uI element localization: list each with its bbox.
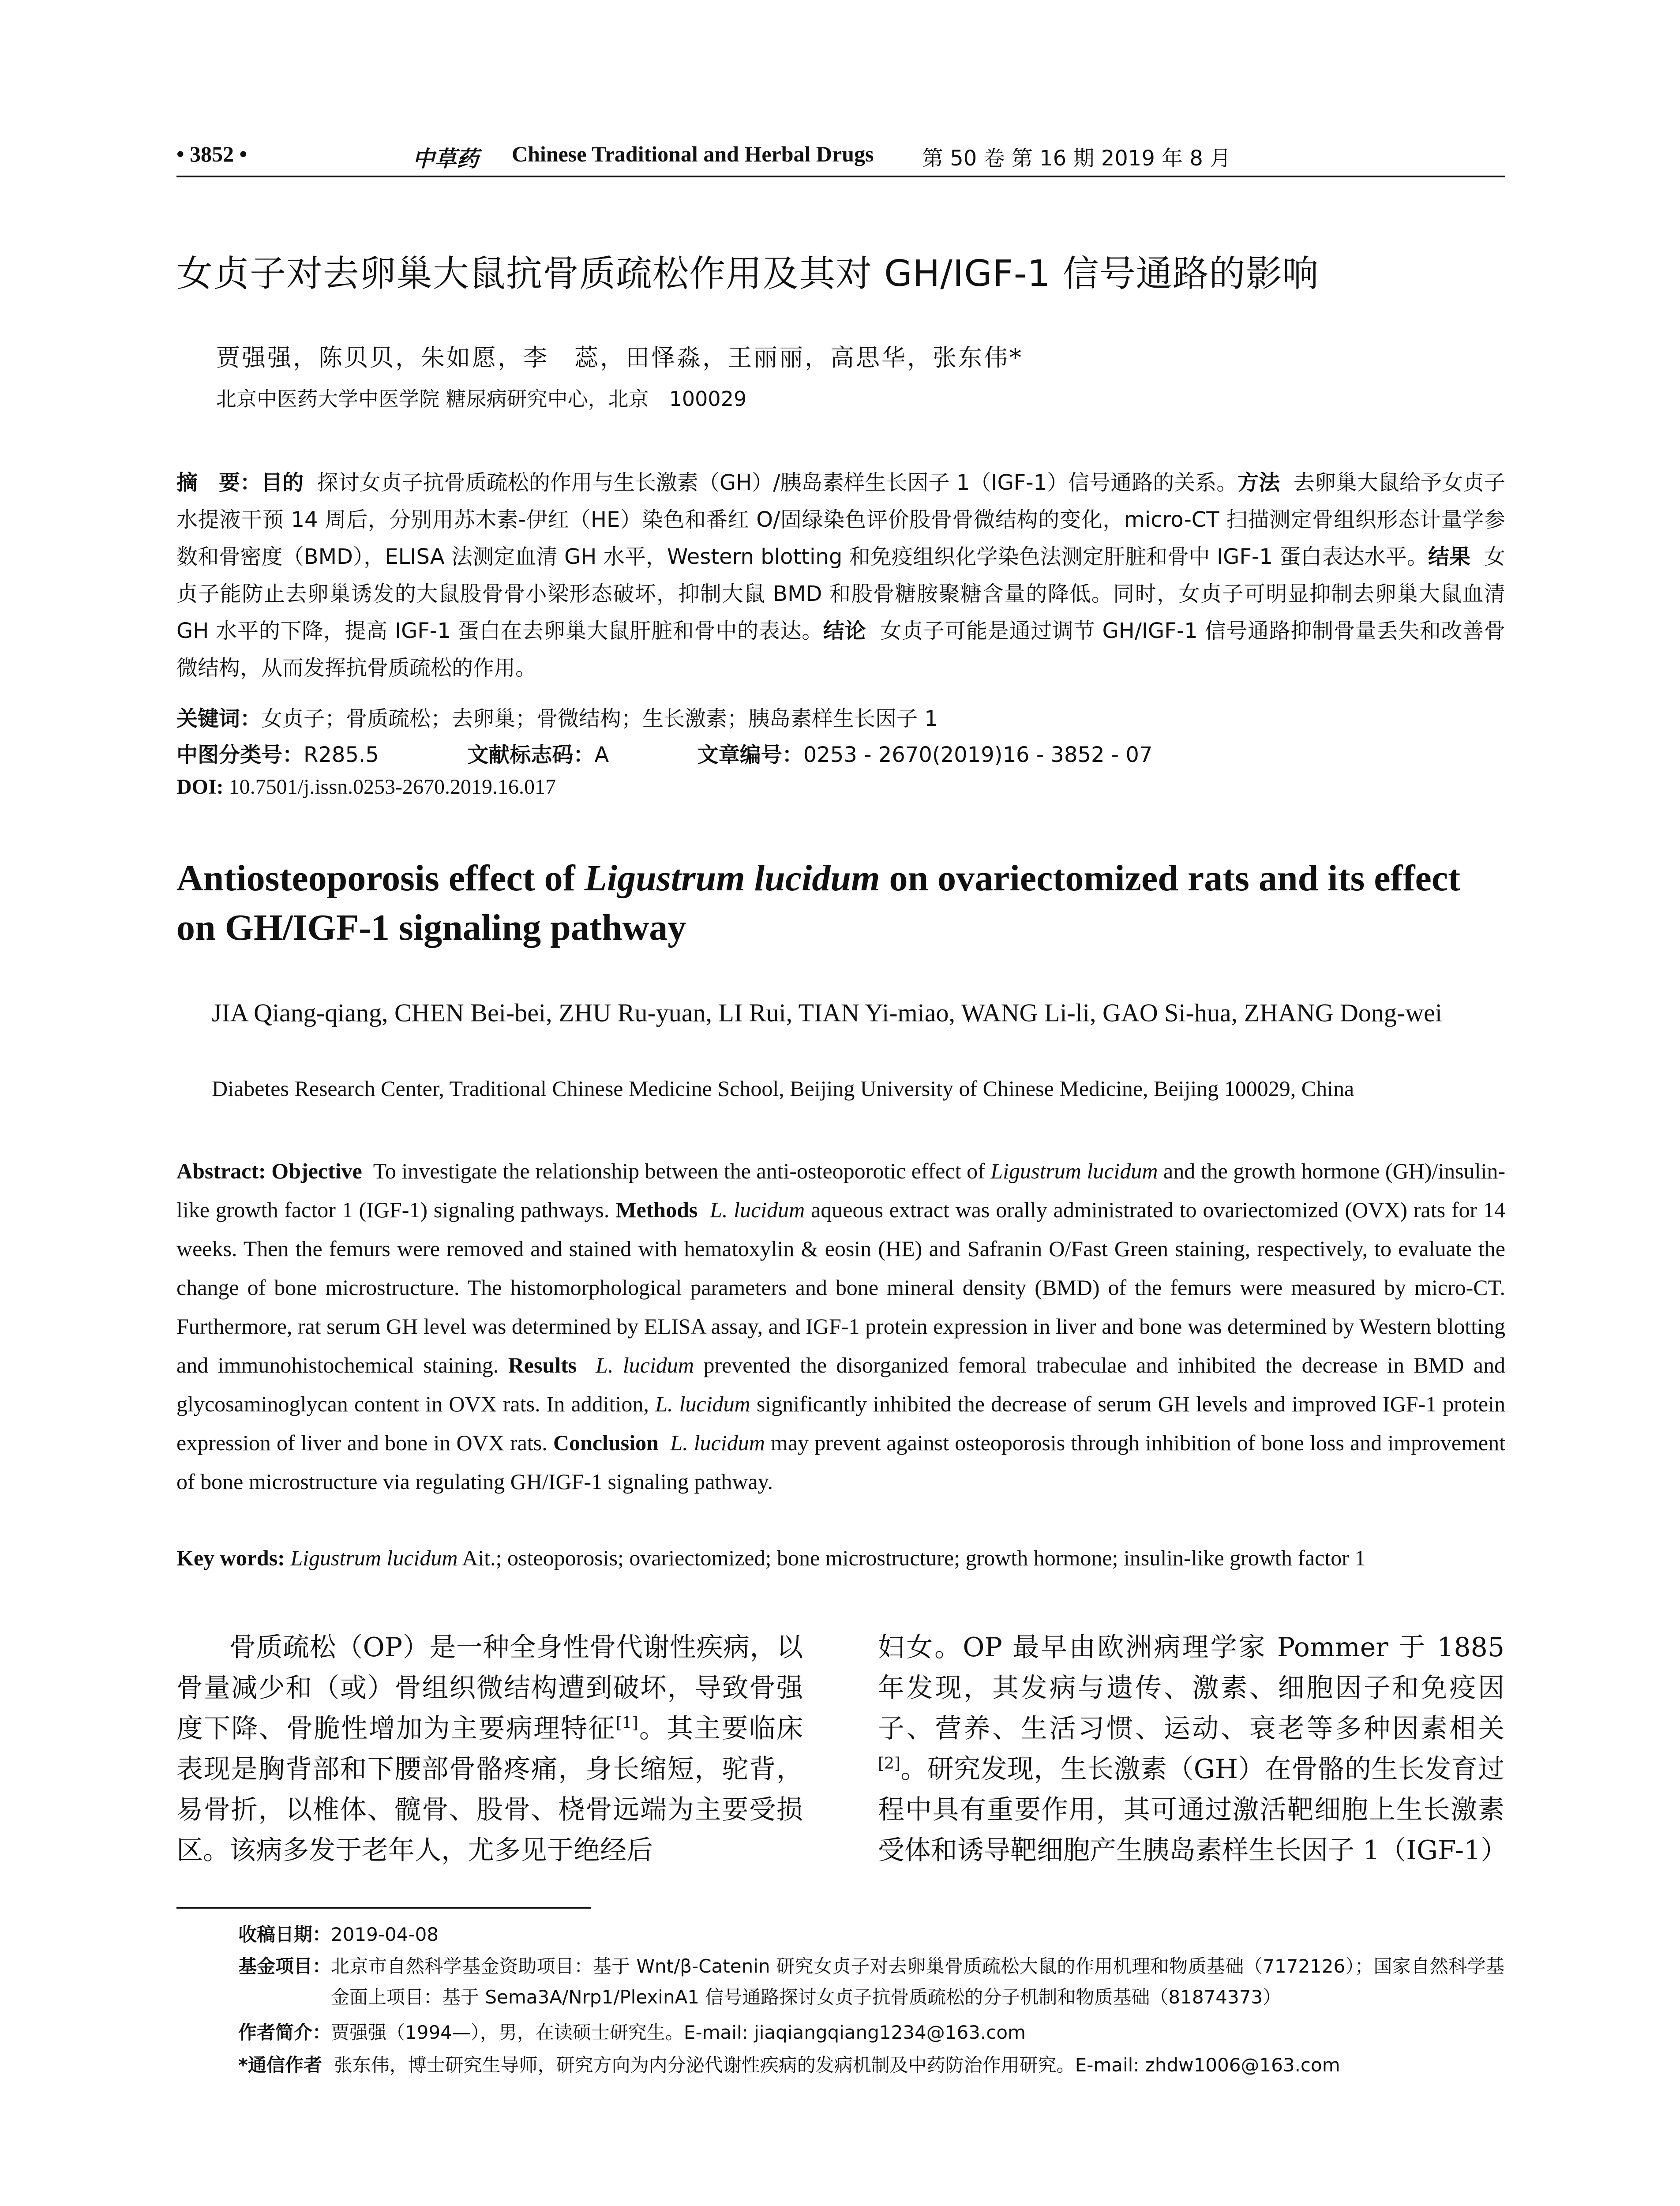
footnote-received (238, 1919, 439, 1950)
keywords-cn (176, 702, 938, 732)
conclusion-text-cn: 女贞子可能是通过调节 GH/IGF-1 信号通路抑制骨量丢失和改善骨微结构，从而发挥抗骨质疏松的作用。 (176, 619, 1505, 680)
keywords-text-en: Ait.; osteoporosis; ovariectomized; bone microstructure; growth hormone; insulin-like growth factor 1 (458, 1546, 1366, 1570)
abstract-label-en: Abstract: (176, 1159, 266, 1183)
affiliation-cn: 北京中医药大学中医学院 糖尿病研究中心，北京 100029 (216, 387, 747, 411)
results-text-en-a: prevented the disorganized femoral trabeculae and inhibited the decrease in BMD and glycosaminoglycan content in OVX rats. In addition, (176, 1353, 1505, 1416)
body-left-text-b: 。其主要临床表现是胸背部和下腰部骨骼疼痛，身长缩短，驼背，易骨折，以椎体、髋骨、股骨、桡骨远端为主要受损区。该病多发于老年人，尤多见于绝经后 (176, 1713, 803, 1866)
doc-code-label: 文献标志码： (467, 743, 595, 767)
objective-text-en-a: To investigate the relationship between the anti-osteoporotic effect of (373, 1159, 991, 1183)
journal-name-en: Chinese Traditional and Herbal Drugs (512, 142, 874, 166)
methods-text-en: aqueous extract was orally administrated to ovariectomized (OVX) rats for 14 weeks. Then the femurs were removed and stained with hematoxylin & eosin (HE) and Safranin O/Fast Green staining, respectively, to evaluate the change of bone microstructure. The histomorphological parameters and bone mineral density (BMD) of the femurs were measured by micro-CT. Furthermore, rat serum GH level was determined by ELISA assay, and IGF-1 protein expression in liver and bone was determined by Western blotting and immunohistochemical staining. (176, 1197, 1506, 1377)
header-rule (176, 176, 1505, 177)
objective-species-en: Ligustrum lucidum (990, 1159, 1158, 1183)
keywords-text-cn: 女贞子；骨质疏松；去卵巢；骨微结构；生长激素；胰岛素样生长因子 1 (261, 706, 938, 731)
article-number-value: 0253 - 2670(2019)16 - 3852 - 07 (803, 743, 1153, 767)
page-number: • 3852 • (176, 142, 248, 166)
fund-label: 基金项目： (238, 1955, 331, 1977)
methods-label-en: Methods (615, 1197, 698, 1222)
objective-label-cn: 目的 (261, 470, 304, 495)
objective-label-en: Objective (271, 1159, 362, 1183)
keywords-label-en: Key words: (176, 1546, 285, 1570)
methods-species-en: L. lucidum (710, 1197, 805, 1222)
authors-en: JIA Qiang-qiang, CHEN Bei-bei, ZHU Ru-yuan, LI Rui, TIAN Yi-miao, WANG Li-li, GAO Si-hua, ZHANG Dong-wei (212, 998, 1442, 1027)
received-label: 收稿日期： (238, 1924, 331, 1945)
footnote-rule (176, 1907, 591, 1909)
results-species-en-2: L. lucidum (655, 1392, 750, 1416)
methods-label-cn: 方法 (1238, 470, 1280, 495)
authors-cn: 贾强强，陈贝贝，朱如愿，李 蕊，田怿淼，王丽丽，高思华，张东伟* (216, 344, 1023, 371)
conclusion-species-en: L. lucidum (670, 1430, 765, 1455)
body-left-text-a: 骨质疏松（OP）是一种全身性骨代谢性疾病，以骨量减少和（或）骨组织微结构遭到破坏，导致骨强度下降、骨脆性增加为主要病理特征 (176, 1632, 803, 1744)
results-species-en: L. lucidum (596, 1353, 694, 1377)
methods-text-cn: 去卵巢大鼠给予女贞子水提液干预 14 周后，分别用苏木素-伊红（HE）染色和番红 O/固绿染色评价股骨骨微结构的变化，micro-CT 扫描测定骨组织形态计量学参数和骨密度（BMD），ELISA 法测定血清 GH 水平，Western blotting 和免疫组织化学染色法测定肝脏和骨中 IGF-1 蛋白表达水平。 (176, 470, 1505, 569)
class-label: 中图分类号： (176, 743, 304, 767)
fund-text: 北京市自然科学基金资助项目：基于 Wnt/β-Catenin 研究女贞子对去卵巢骨质疏松大鼠的作用机理和物质基础（7172126）；国家自然科学基金面上项目：基于 Sema3A/Nrp1/PlexinA1 信号通路探讨女贞子抗骨质疏松的分子机制和物质基础（81874373） (331, 1955, 1504, 2008)
journal-name-cn: 中草药 (412, 146, 479, 172)
doi-line (176, 775, 556, 799)
keywords-species-en: Ligustrum lucidum (290, 1546, 458, 1570)
received-date: 2019-04-08 (331, 1924, 439, 1945)
affiliation-en: Diabetes Research Center, Traditional Chinese Medicine School, Beijing University of Chinese Medicine, Beijing 100029, China (212, 1076, 1354, 1101)
class-value: R285.5 (304, 743, 379, 767)
abstract-label-cn: 摘 要： (176, 470, 262, 495)
results-text-cn: 女贞子能防止去卵巢诱发的大鼠股骨骨小梁形态破坏，抑制大鼠 BMD 和股骨糖胺聚糖含量的降低。同时，女贞子可明显抑制去卵巢大鼠血清 GH 水平的下降，提高 IGF-1 蛋白在去卵巢大鼠肝脏和骨中的表达。 (176, 544, 1505, 643)
results-label-cn: 结果 (1428, 544, 1471, 569)
conclusion-label-cn: 结论 (823, 619, 866, 643)
title-en-species: Ligustrum lucidum (584, 858, 880, 899)
objective-text-en-b: and the growth hormone (GH)/insulin-like growth factor 1 (IGF-1) signaling pathways. (176, 1159, 1506, 1222)
citation-1[interactable]: [1] (615, 1714, 638, 1732)
abstract-en (176, 1152, 1505, 1501)
results-text-en-b: significantly inhibited the decrease of serum GH levels and improved IGF-1 protein expression of liver and bone in OVX rats. (176, 1392, 1505, 1455)
author-label: 作者简介： (238, 2022, 331, 2043)
author-text: 贾强强（1994—），男，在读硕士研究生。E-mail: jiaqiangqiang1234@163.com (331, 2022, 1026, 2043)
conclusion-label-en: Conclusion (553, 1430, 659, 1455)
title-en-part2: on ovariectomized rats and its effect on GH/IGF-1 signaling pathway (176, 858, 1461, 948)
conclusion-text-en: may prevent against osteoporosis through inhibition of bone loss and improvement of bone microstructure via regulating GH/IGF-1 signaling pathway. (176, 1430, 1505, 1494)
doc-code-value: A (594, 743, 609, 767)
article-title-cn: 女贞子对去卵巢大鼠抗骨质疏松作用及其对 GH/IGF-1 信号通路的影响 (176, 253, 1319, 295)
issue-info: 第 50 卷 第 16 期 2019 年 8 月 (922, 146, 1231, 171)
corresponding-label: *通信作者 (238, 2054, 322, 2076)
body-right-text-a: 妇女。OP 最早由欧洲病理学家 Pommer 于 1885 年发现，其发病与遗传、激素、细胞因子和免疫因子、营养、生活习惯、运动、衰老等多种因素相关 (878, 1632, 1504, 1744)
footnote-author (238, 2017, 1026, 2048)
citation-2[interactable]: [2] (878, 1755, 900, 1773)
objective-text-cn: 探讨女贞子抗骨质疏松的作用与生长激素（GH）/胰岛素样生长因子 1（IGF-1）信号通路的关系。 (317, 470, 1238, 495)
keywords-en (176, 1545, 1509, 1571)
article-number-label: 文章编号： (697, 743, 803, 767)
doi-value[interactable]: 10.7501/j.issn.0253-2670.2019.16.017 (229, 775, 556, 799)
body-column-left (176, 1627, 803, 1871)
classification-line (176, 738, 1152, 768)
abstract-cn (176, 464, 1505, 687)
corresponding-text: 张东伟，博士研究生导师，研究方向为内分泌代谢性疾病的发病机制及中药防治作用研究。E-mail: zhdw1006@163.com (334, 2054, 1340, 2076)
footnote-corresponding (238, 2050, 1340, 2081)
title-en-part1: Antiosteoporosis effect of (176, 858, 585, 899)
keywords-label-cn: 关键词： (176, 706, 262, 731)
body-right-text-b: 。研究发现，生长激素（GH）在骨骼的生长发育过程中具有重要作用，其可通过激活靶细胞上生长激素受体和诱导靶细胞产生胰岛素样生长因子 1（IGF-1） (878, 1754, 1508, 1866)
footnote-fund (238, 1951, 1504, 2013)
results-label-en: Results (508, 1353, 577, 1377)
doi-label: DOI: (176, 775, 224, 799)
article-title-en (176, 854, 1505, 953)
body-column-right (878, 1627, 1508, 1871)
